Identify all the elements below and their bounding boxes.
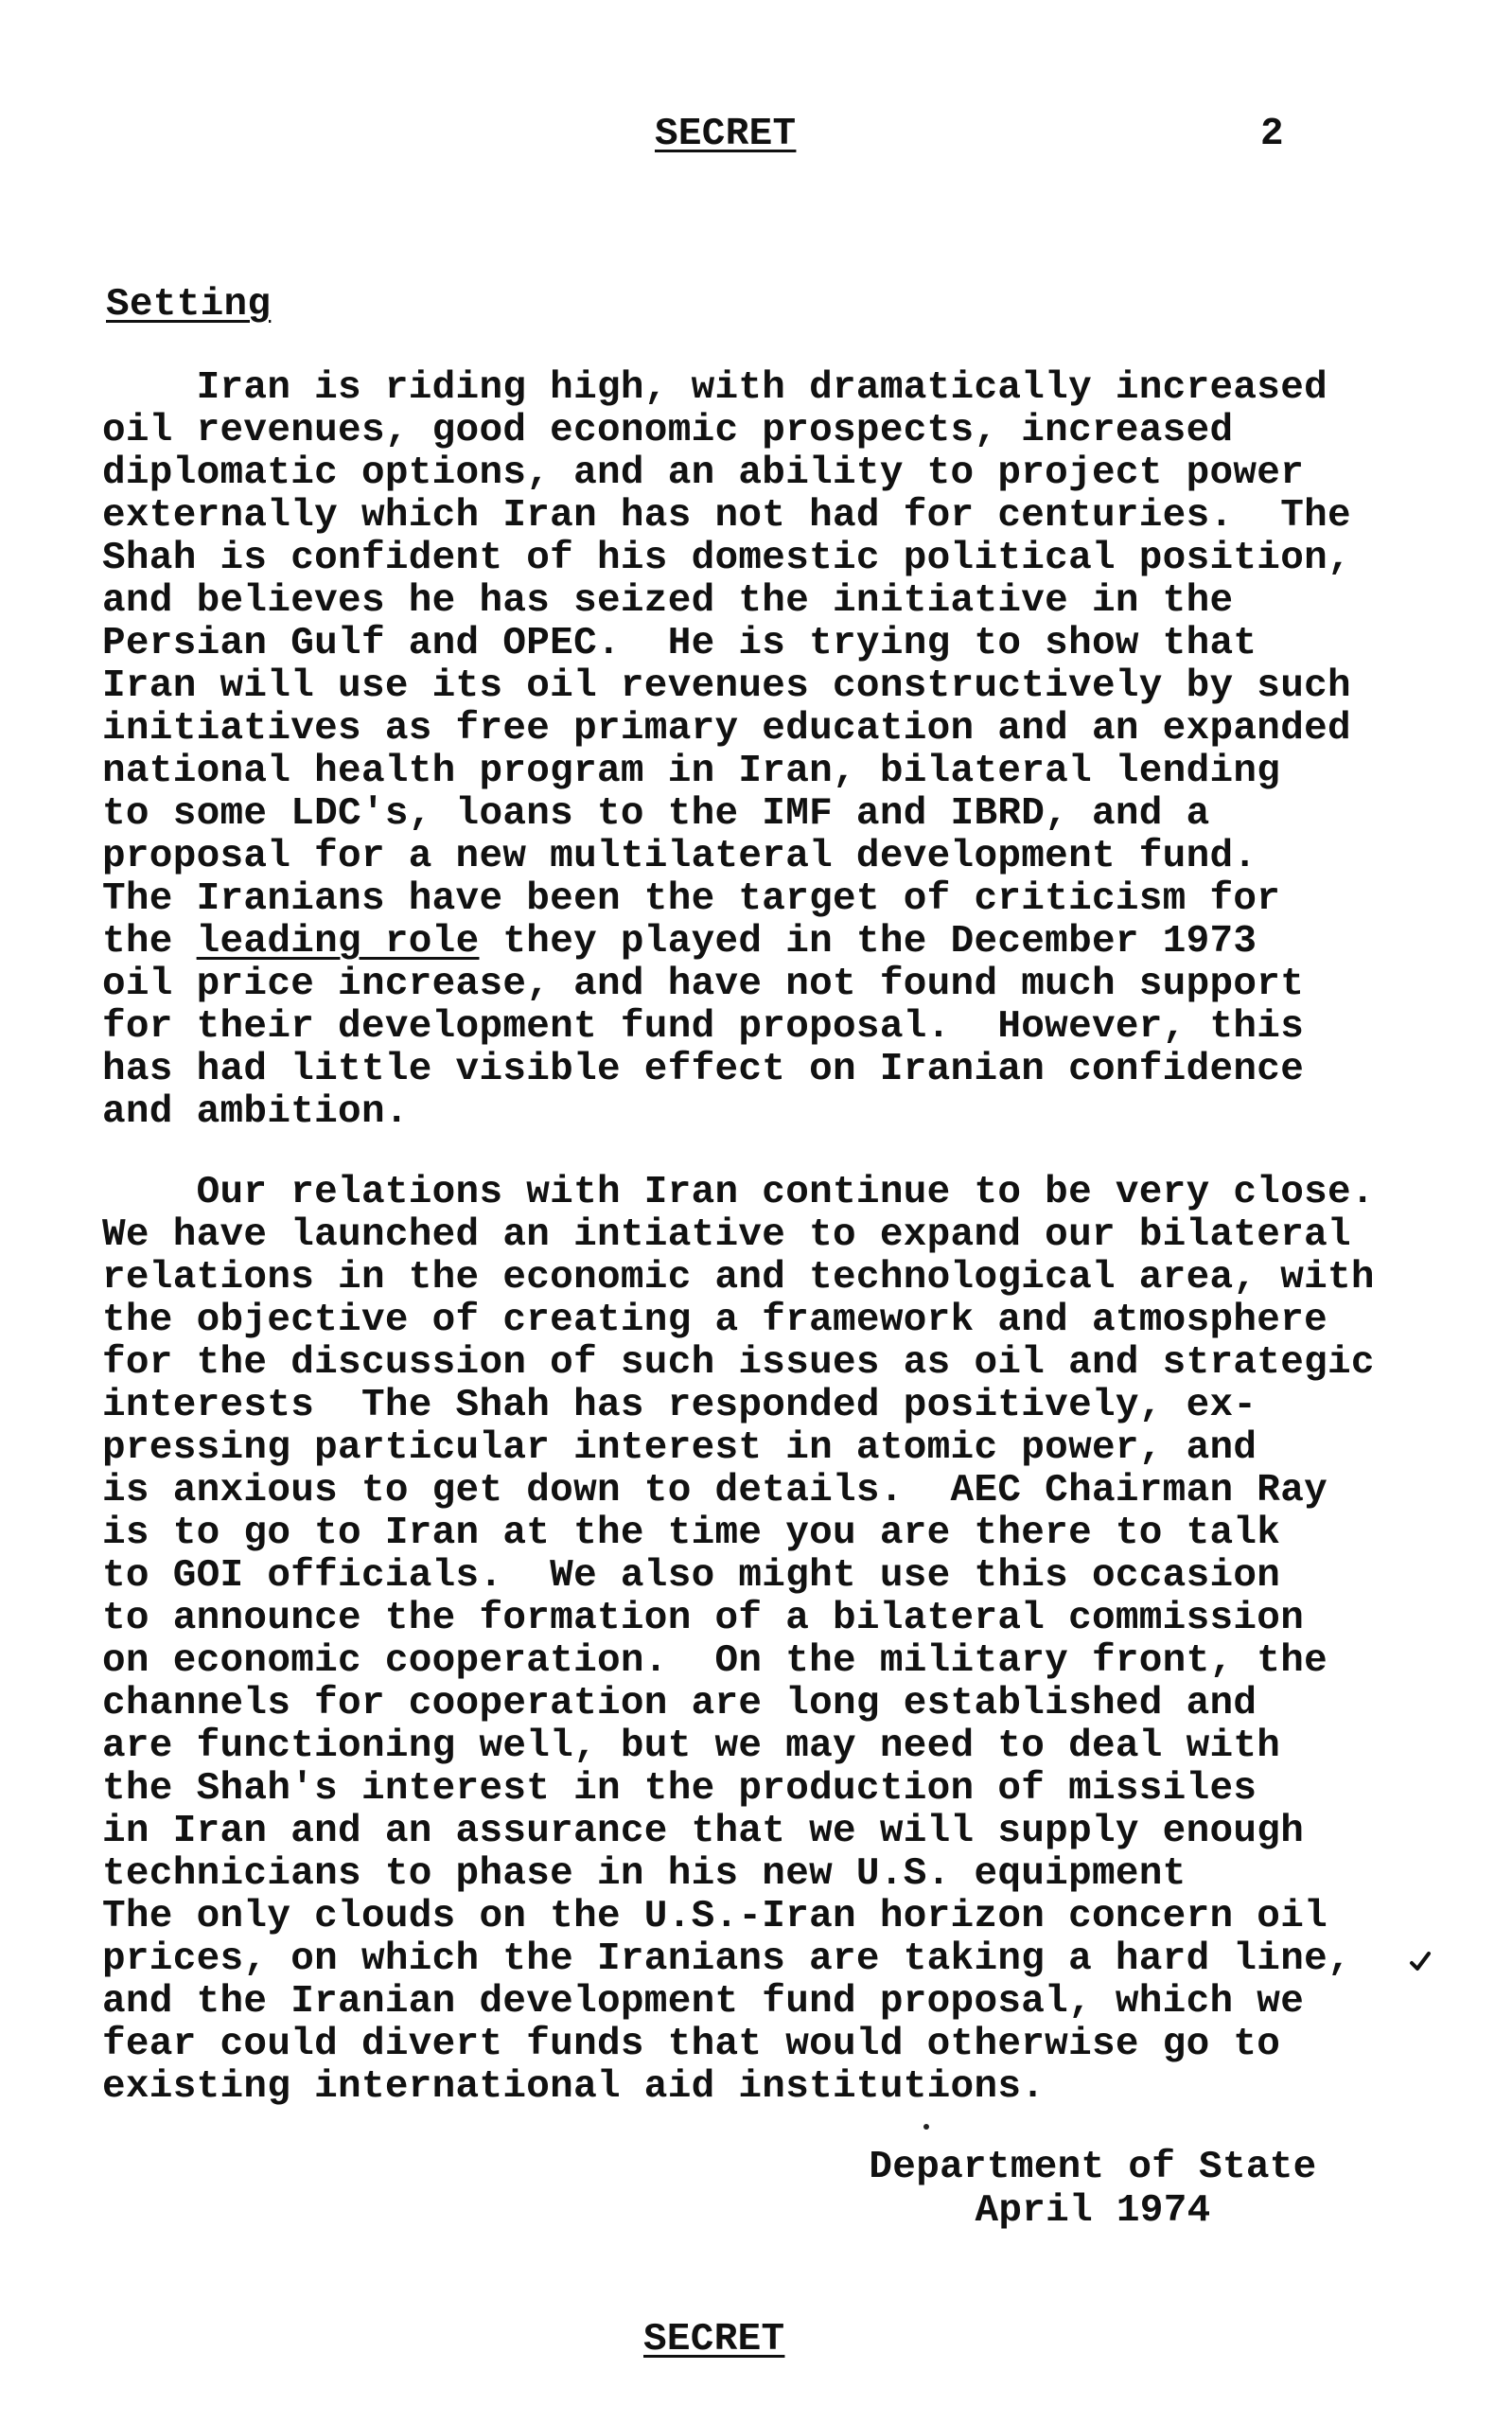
text-line: the Shah's interest in the production of missiles xyxy=(102,1767,1257,1811)
text-line: is anxious to get down to details. AEC Chairman Ray xyxy=(102,1469,1328,1512)
text-line: to some LDC's, loans to the IMF and IBRD, and a xyxy=(102,792,1210,836)
underlined-phrase: leading role xyxy=(196,920,480,964)
text-segment: they played in the December 1973 xyxy=(479,920,1257,964)
section-heading: Setting xyxy=(106,283,272,327)
text-line: existing international aid institutions. xyxy=(102,2065,1046,2109)
text-line: fear could divert funds that would otherwise go to xyxy=(102,2023,1281,2066)
text-line: Iran is riding high, with dramatically increased xyxy=(102,366,1328,410)
text-line: Iran will use its oil revenues constructively by such xyxy=(102,664,1351,708)
text-line: channels for cooperation are long established and xyxy=(102,1682,1257,1725)
text-line: and believes he has seized the initiative in the xyxy=(102,579,1234,623)
page-number: 2 xyxy=(1260,113,1284,156)
text-line: Shah is confident of his domestic political position, xyxy=(102,537,1351,580)
signature-organization: Department of State xyxy=(869,2146,1317,2189)
text-line: Persian Gulf and OPEC. He is trying to show that xyxy=(102,622,1257,665)
text-line: pressing particular interest in atomic power, and xyxy=(102,1426,1257,1470)
text-line: interests The Shah has responded positively, ex- xyxy=(102,1384,1257,1427)
text-line: to GOI officials. We also might use this occasion xyxy=(102,1554,1281,1598)
text-line: diplomatic options, and an ability to project power xyxy=(102,451,1305,495)
text-line: and the Iranian development fund proposal, which we xyxy=(102,1980,1305,2024)
text-line: the objective of creating a framework and atmosphere xyxy=(102,1299,1328,1342)
text-line: on economic cooperation. On the military front, the xyxy=(102,1639,1328,1683)
text-line-with-underline xyxy=(102,921,1484,964)
text-line: oil revenues, good economic prospects, increased xyxy=(102,409,1234,452)
text-line: is to go to Iran at the time you are there to talk xyxy=(102,1512,1281,1555)
text-line: proposal for a new multilateral development fund. xyxy=(102,835,1257,878)
text-line: Our relations with Iran continue to be very close. xyxy=(102,1171,1375,1214)
signature-date: April 1974 xyxy=(975,2189,1211,2233)
text-line: and ambition. xyxy=(102,1090,409,1134)
text-line: The only clouds on the U.S.-Iran horizon concern oil xyxy=(102,1895,1328,1938)
paragraph-setting-2 xyxy=(102,1172,1484,2109)
text-line: are functioning well, but we may need to deal with xyxy=(102,1724,1281,1768)
text-line: initiatives as free primary education and an expanded xyxy=(102,707,1351,751)
ink-speck xyxy=(923,2124,929,2130)
text-line: to announce the formation of a bilateral commission xyxy=(102,1597,1305,1640)
text-line: for their development fund proposal. However, this xyxy=(102,1005,1305,1049)
text-line: oil price increase, and have not found much support xyxy=(102,963,1305,1006)
text-line: in Iran and an assurance that we will supply enough xyxy=(102,1810,1305,1853)
classification-marking-bottom: SECRET xyxy=(643,2318,785,2361)
text-line: externally which Iran has not had for centuries. The xyxy=(102,494,1351,538)
text-line: We have launched an intiative to expand our bilateral xyxy=(102,1213,1351,1257)
text-line: national health program in Iran, bilateral lending xyxy=(102,750,1281,793)
text-line: technicians to phase in his new U.S. equipment xyxy=(102,1852,1187,1896)
classification-marking-top: SECRET xyxy=(655,113,797,156)
text-segment: the xyxy=(102,920,197,964)
handwritten-check-mark-icon xyxy=(1408,1950,1433,1974)
signature-block xyxy=(847,2147,1339,2234)
paragraph-setting-1 xyxy=(102,367,1484,1134)
text-line: has had little visible effect on Iranian confidence xyxy=(102,1048,1305,1091)
text-line: prices, on which the Iranians are taking a hard line, xyxy=(102,1937,1351,1981)
text-line: relations in the economic and technological area, with xyxy=(102,1256,1375,1300)
text-line: The Iranians have been the target of criticism for xyxy=(102,877,1281,921)
text-line: for the discussion of such issues as oil and strategic xyxy=(102,1341,1375,1385)
